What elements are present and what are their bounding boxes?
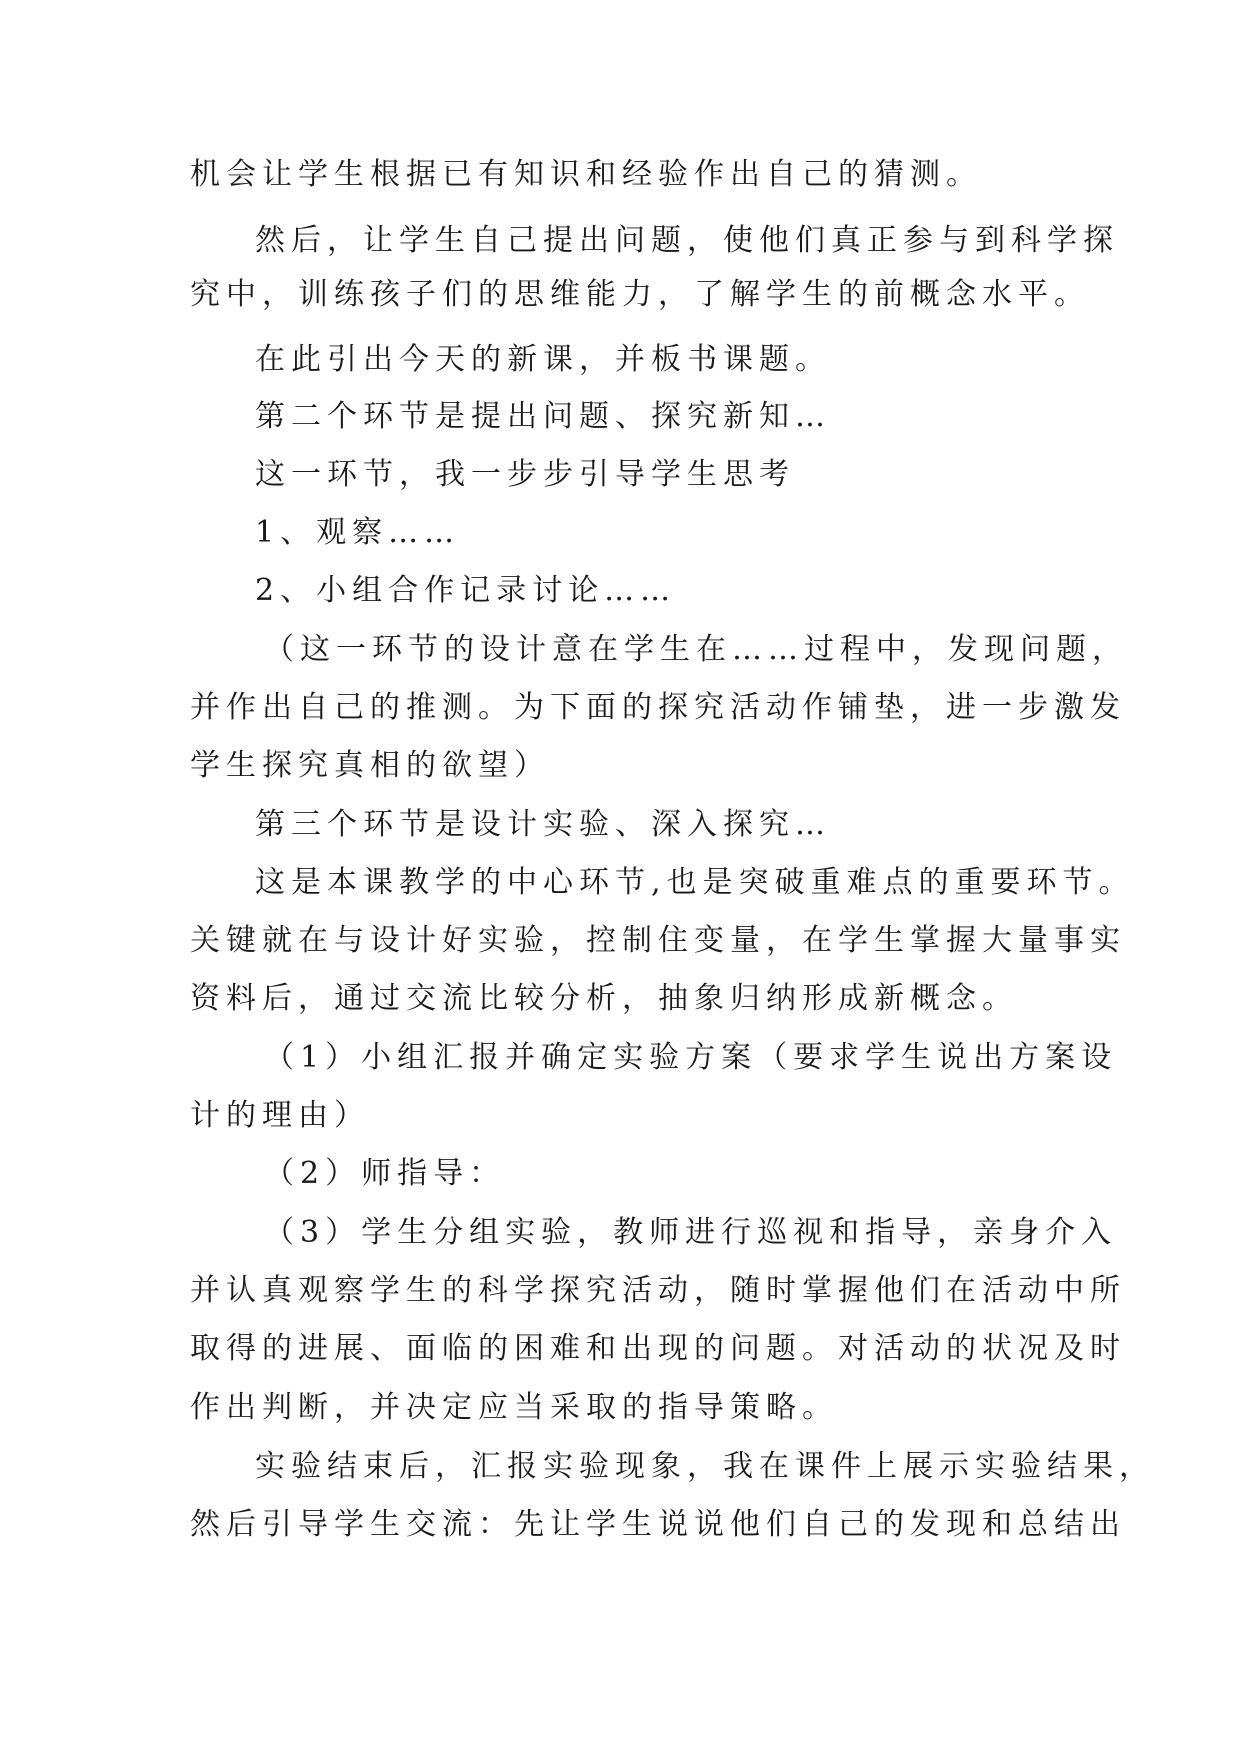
- text-line-11: 学生探究真相的欲望）: [190, 748, 550, 783]
- text-line-1: 机会让学生根据已有知识和经验作出自己的猜测。: [190, 157, 982, 192]
- text-line-12: 第三个环节是设计实验、深入探究…: [255, 807, 831, 842]
- text-line-13: 这是本课教学的中心环节,也是突破重难点的重要环节。: [255, 865, 1135, 900]
- text-line-20: 并认真观察学生的科学探究活动，随时掌握他们在活动中所: [190, 1273, 1126, 1308]
- text-line-3: 究中，训练孩子们的思维能力，了解学生的前概念水平。: [190, 277, 1090, 312]
- text-line-17: 计的理由）: [190, 1098, 370, 1133]
- text-line-4: 在此引出今天的新课，并板书课题。: [255, 342, 831, 377]
- text-line-15: 资料后，通过交流比较分析，抽象归纳形成新概念。: [190, 981, 1018, 1016]
- text-line-9: （这一环节的设计意在学生在……过程中，发现问题，: [264, 632, 1128, 667]
- text-line-8: 2、小组合作记录讨论……: [255, 573, 677, 608]
- text-line-21: 取得的进展、面临的困难和出现的问题。对活动的状况及时: [190, 1331, 1126, 1366]
- text-line-22: 作出判断，并决定应当采取的指导策略。: [190, 1390, 838, 1425]
- text-line-19: （3）学生分组实验，教师进行巡视和指导，亲身介入: [264, 1215, 1118, 1250]
- text-line-23: 实验结束后，汇报实验现象，我在课件上展示实验结果，: [255, 1449, 1155, 1484]
- text-line-18: （2）师指导：: [264, 1156, 506, 1191]
- text-line-7: 1、观察……: [255, 515, 461, 550]
- text-line-16: （1）小组汇报并确定实验方案（要求学生说出方案设: [264, 1040, 1118, 1075]
- text-line-5: 第二个环节是提出问题、探究新知…: [255, 399, 831, 434]
- text-line-10: 并作出自己的推测。为下面的探究活动作铺垫，进一步激发: [190, 690, 1126, 725]
- text-line-24: 然后引导学生交流：先让学生说说他们自己的发现和总结出: [190, 1507, 1126, 1542]
- text-line-2: 然后，让学生自己提出问题，使他们真正参与到科学探: [255, 223, 1119, 258]
- text-line-14: 关键就在与设计好实验，控制住变量，在学生掌握大量事实: [190, 923, 1126, 958]
- text-line-6: 这一环节，我一步步引导学生思考: [255, 457, 795, 492]
